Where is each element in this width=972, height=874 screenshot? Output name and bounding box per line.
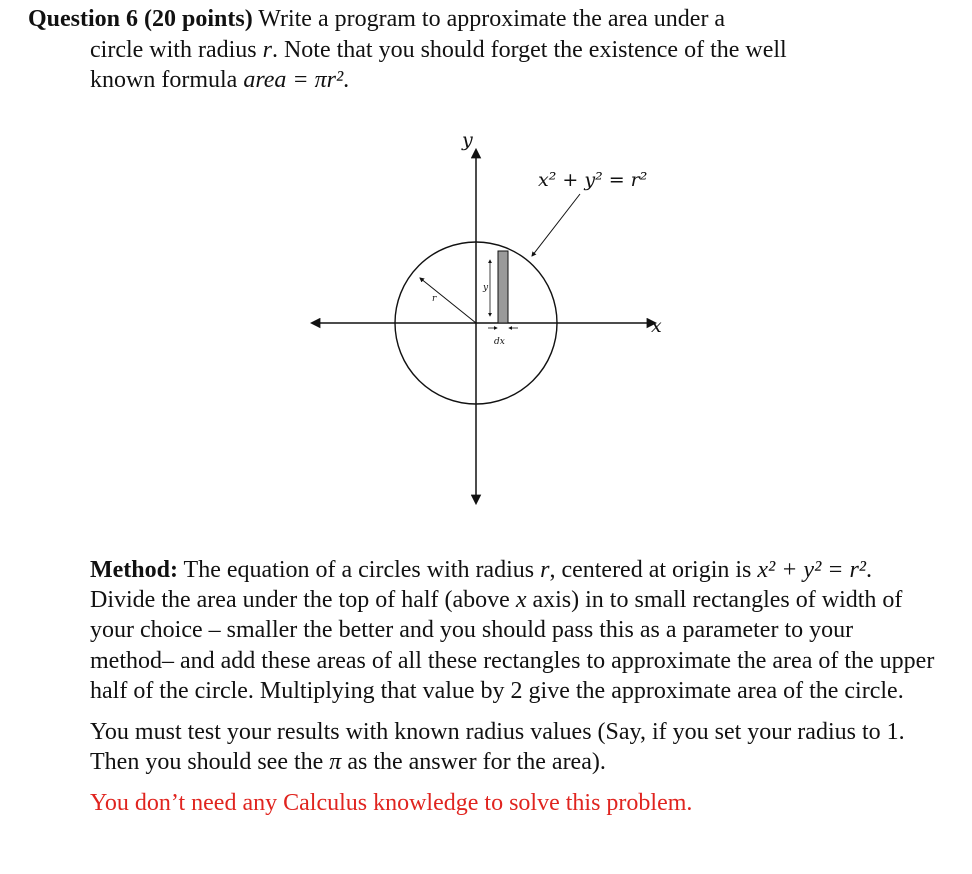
method-label: Method: — [90, 557, 178, 583]
equation-label: x² + y² = r² — [538, 169, 648, 191]
method-equation: x² + y² = r² — [757, 557, 866, 583]
strip-width-label: dx — [494, 337, 505, 347]
strip-rectangle — [498, 251, 508, 323]
note-paragraph: You don’t need any Calculus knowledge to solve this problem. — [90, 790, 693, 817]
testing-text-a: You must test your results with known radius values (Say, if you set your radius to 1. Then you should see the — [90, 719, 905, 776]
radius-label: r — [432, 294, 437, 304]
method-var-r: r — [540, 557, 550, 583]
y-axis-label: y — [462, 129, 473, 151]
question-heading: Question 6 (20 points) — [28, 6, 253, 32]
testing-paragraph — [90, 717, 940, 777]
radius-arrow — [420, 278, 476, 323]
method-text-a: The equation of a circles with radius — [177, 557, 541, 583]
circle-diagram — [300, 118, 680, 528]
method-paragraph — [90, 555, 940, 706]
method-text-d: axis) in to small rectangles of width of your choice – smaller the better and you should pass this as a parameter to your method– and add these areas of all these rectangles to approximate the area of the upper half of the circle. Multiplying that value by 2 give the approximate area of the circle. — [90, 587, 935, 704]
question-line3-pre: known formula — [90, 67, 244, 93]
question-line3 — [28, 65, 928, 96]
radius-var: r — [262, 36, 272, 63]
question-line2-pre: circle with radius — [90, 36, 263, 63]
method-text-b: , centered at origin is — [549, 557, 752, 583]
question-line2 — [28, 35, 928, 66]
question-line3-post: . — [343, 67, 350, 93]
area-formula: area = πr² — [243, 67, 344, 93]
equation-pointer — [532, 194, 580, 256]
question-line2-post: . Note that you should forget the existence of the well — [271, 36, 787, 63]
method-var-x: x — [515, 587, 527, 614]
method-text-c: . Divide the area under the top of half (above — [90, 557, 872, 614]
strip-height-label: y — [483, 283, 489, 293]
question-line1: Write a program to approximate the area under a — [252, 6, 726, 32]
method-section — [90, 555, 940, 830]
question-text — [28, 4, 928, 96]
pi-symbol: π — [329, 749, 342, 776]
x-axis-label: x — [651, 315, 662, 337]
testing-text-b: as the answer for the area). — [341, 749, 606, 776]
